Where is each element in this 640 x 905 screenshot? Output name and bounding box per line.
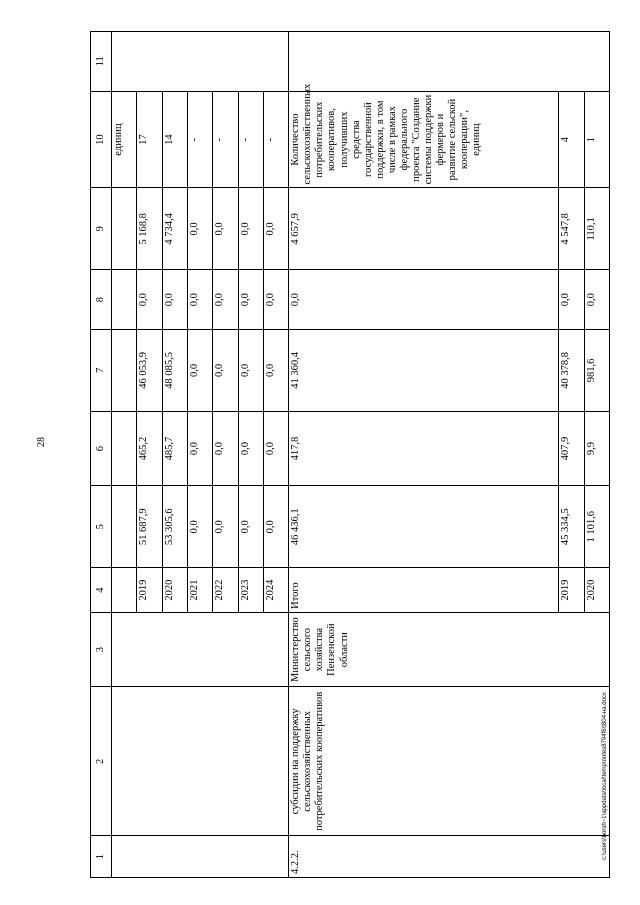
col-num-4: 4 [91,568,112,613]
year-cell: 2019 [137,568,162,613]
extra-budget-cell: 110,1 [584,188,609,270]
regional-budget-cell: 485,7 [162,411,187,485]
regional-budget-cell: 0,0 [238,411,263,485]
regional-budget-cell: 407,9 [559,411,584,485]
regional-budget-cell: 9,9 [584,411,609,485]
federal-budget-cell: 981,6 [584,329,609,411]
year-cell: 2024 [263,568,288,613]
indicator-value-cell: - [187,91,212,188]
local-budget-cell: 0,0 [213,270,238,330]
year-cell: 2020 [584,568,609,613]
total-funds-cell: 51 687,9 [137,486,162,568]
local-budget-cell: 0,0 [559,270,584,330]
indicator-description-cell: Количество сельскохозяйственных потребительских кооперативов, получивших средства государственной поддержки, в том числе в рамках федерального проекта "Создание системы поддержки фермеров и развитие сельской кооперации", единиц [289,91,559,188]
extra-budget-cell: 4 547,8 [559,188,584,270]
item-number-cell: 4.2.2. [289,836,610,878]
col-num-10: 10 [91,91,112,188]
local-budget-cell: 0,0 [263,270,288,330]
extra-budget-cell: 0,0 [213,188,238,270]
regional-budget-cell: 465,2 [137,411,162,485]
total-funds-cell: 46 436,1 [289,486,559,568]
local-budget-cell: 0,0 [187,270,212,330]
federal-budget-cell: 0,0 [187,329,212,411]
indicator-value-cell: 4 [559,91,584,188]
federal-budget-cell: 40 378,8 [559,329,584,411]
federal-budget-cell: 41 360,4 [289,329,559,411]
total-funds-cell: 0,0 [213,486,238,568]
total-label-cell: Итого [289,568,559,613]
year-cell: 2020 [162,568,187,613]
prev-item-name-cell [112,687,289,836]
fragment-cell [112,329,137,411]
col-num-1: 1 [91,836,112,878]
prev-item-number-cell [112,836,289,878]
federal-budget-cell: 48 085,5 [162,329,187,411]
regional-budget-cell: 0,0 [213,411,238,485]
total-funds-cell: 0,0 [187,486,212,568]
indicator-value-cell: 1 [584,91,609,188]
total-funds-cell: 0,0 [238,486,263,568]
indicator-value-cell: - [213,91,238,188]
year-cell: 2022 [213,568,238,613]
year-cell: 2019 [559,568,584,613]
indicator-value-cell: - [238,91,263,188]
federal-budget-cell: 46 053,9 [137,329,162,411]
budget-table [90,31,610,878]
col-num-8: 8 [91,270,112,330]
year-cell: 2023 [238,568,263,613]
column-number-row [91,32,112,878]
item-total-row [289,32,559,878]
extra-budget-cell: 5 168,8 [137,188,162,270]
fragment-cell [112,188,137,270]
fragment-year-cell [112,568,137,613]
col-num-3: 3 [91,612,112,686]
regional-budget-cell: 0,0 [263,411,288,485]
total-funds-cell: 0,0 [263,486,288,568]
indicator-value-cell: 17 [137,91,162,188]
total-funds-cell: 53 305,6 [162,486,187,568]
extra-budget-cell: 0,0 [187,188,212,270]
file-path: c:\users\borsh~1\appdata\local\temp\notes8794f6\t804-на.docx [602,692,608,860]
fragment-indicator-cell: единиц [112,91,137,188]
local-budget-cell: 0,0 [584,270,609,330]
col-num-11: 11 [91,32,112,92]
prev-item-executor-cell [112,612,289,686]
prev-note-cell [112,32,289,92]
indicator-value-cell: 14 [162,91,187,188]
indicator-value-cell: - [263,91,288,188]
local-budget-cell: 0,0 [137,270,162,330]
year-cell: 2021 [187,568,212,613]
federal-budget-cell: 0,0 [213,329,238,411]
extra-budget-cell: 0,0 [263,188,288,270]
continued-fragment-row [112,32,137,878]
fragment-cell [112,411,137,485]
regional-budget-cell: 417,8 [289,411,559,485]
col-num-5: 5 [91,486,112,568]
page-number: 28 [36,437,47,447]
regional-budget-cell: 0,0 [187,411,212,485]
local-budget-cell: 0,0 [289,270,559,330]
col-num-7: 7 [91,329,112,411]
note-cell [289,32,610,92]
local-budget-cell: 0,0 [162,270,187,330]
col-num-2: 2 [91,687,112,836]
federal-budget-cell: 0,0 [238,329,263,411]
local-budget-cell: 0,0 [238,270,263,330]
federal-budget-cell: 0,0 [263,329,288,411]
col-num-6: 6 [91,411,112,485]
fragment-cell [112,486,137,568]
item-name-cell: субсидии на поддержку сельскохозяйственных потребительских кооперативов [289,687,610,836]
col-num-9: 9 [91,188,112,270]
fragment-cell [112,270,137,330]
total-funds-cell: 1 101,6 [584,486,609,568]
item-executor-cell: Министерство сельского хозяйства Пензенской области [289,612,610,686]
total-funds-cell: 45 334,5 [559,486,584,568]
program-table [90,31,610,878]
extra-budget-cell: 0,0 [238,188,263,270]
extra-budget-cell: 4 657,9 [289,188,559,270]
extra-budget-cell: 4 734,4 [162,188,187,270]
